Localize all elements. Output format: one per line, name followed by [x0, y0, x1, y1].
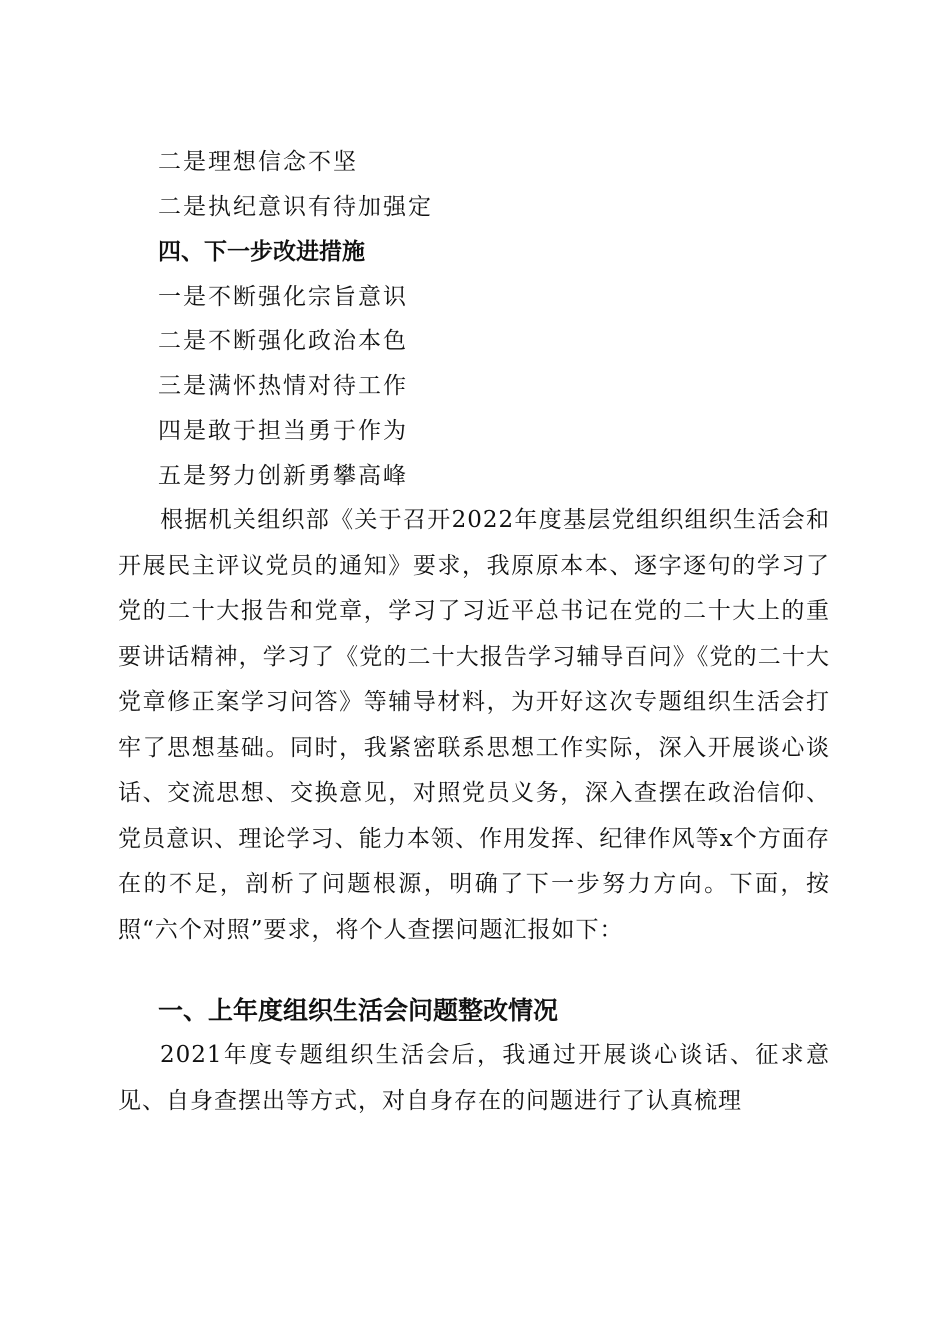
section-heading-rectification: 一、上年度组织生活会问题整改情况 — [158, 996, 559, 1025]
list-item: 二是执纪意识有待加强定 — [158, 194, 433, 220]
intro-paragraph: 根据机关组织部《关于召开2022年度基层党组织组织生活会和开展民主评议党员的通知》要求，我原原本本、逐字逐句的学习了党的二十大报告和党章，学习了习近平总书记在党的二十大上的重要讲话精神，学习了《党的二十大报告学习辅导百问》《党的二十大党章修正案学习问答》等辅导材料，为开好这次专题组织生活会打牢了思想基础。同时，我紧密联系思想工作实际，深入开展谈心谈话、交流思想、交换意见，对照党员义务，深入查摆在政治信仰、党员意识、理论学习、能力本领、作用发挥、纪律作风等x个方面存在的不足，剖析了问题根源，明确了下一步努力方向。下面，按照“六个对照”要求，将个人查摆问题汇报如下： — [118, 507, 830, 943]
list-item: 三是满怀热情对待工作 — [158, 373, 408, 399]
list-item: 五是努力创新勇攀高峰 — [158, 463, 408, 489]
rectification-paragraph: 2021年度专题组织生活会后，我通过开展谈心谈话、征求意见、自身查摆出等方式，对自身存在的问题进行了认真梳理 — [118, 1042, 830, 1114]
list-item: 二是不断强化政治本色 — [158, 328, 408, 354]
list-item: 二是理想信念不坚 — [158, 149, 358, 175]
section-heading-next-steps: 四、下一步改进措施 — [158, 239, 365, 265]
list-item: 四是敢于担当勇于作为 — [158, 418, 408, 444]
list-item: 一是不断强化宗旨意识 — [158, 284, 408, 310]
